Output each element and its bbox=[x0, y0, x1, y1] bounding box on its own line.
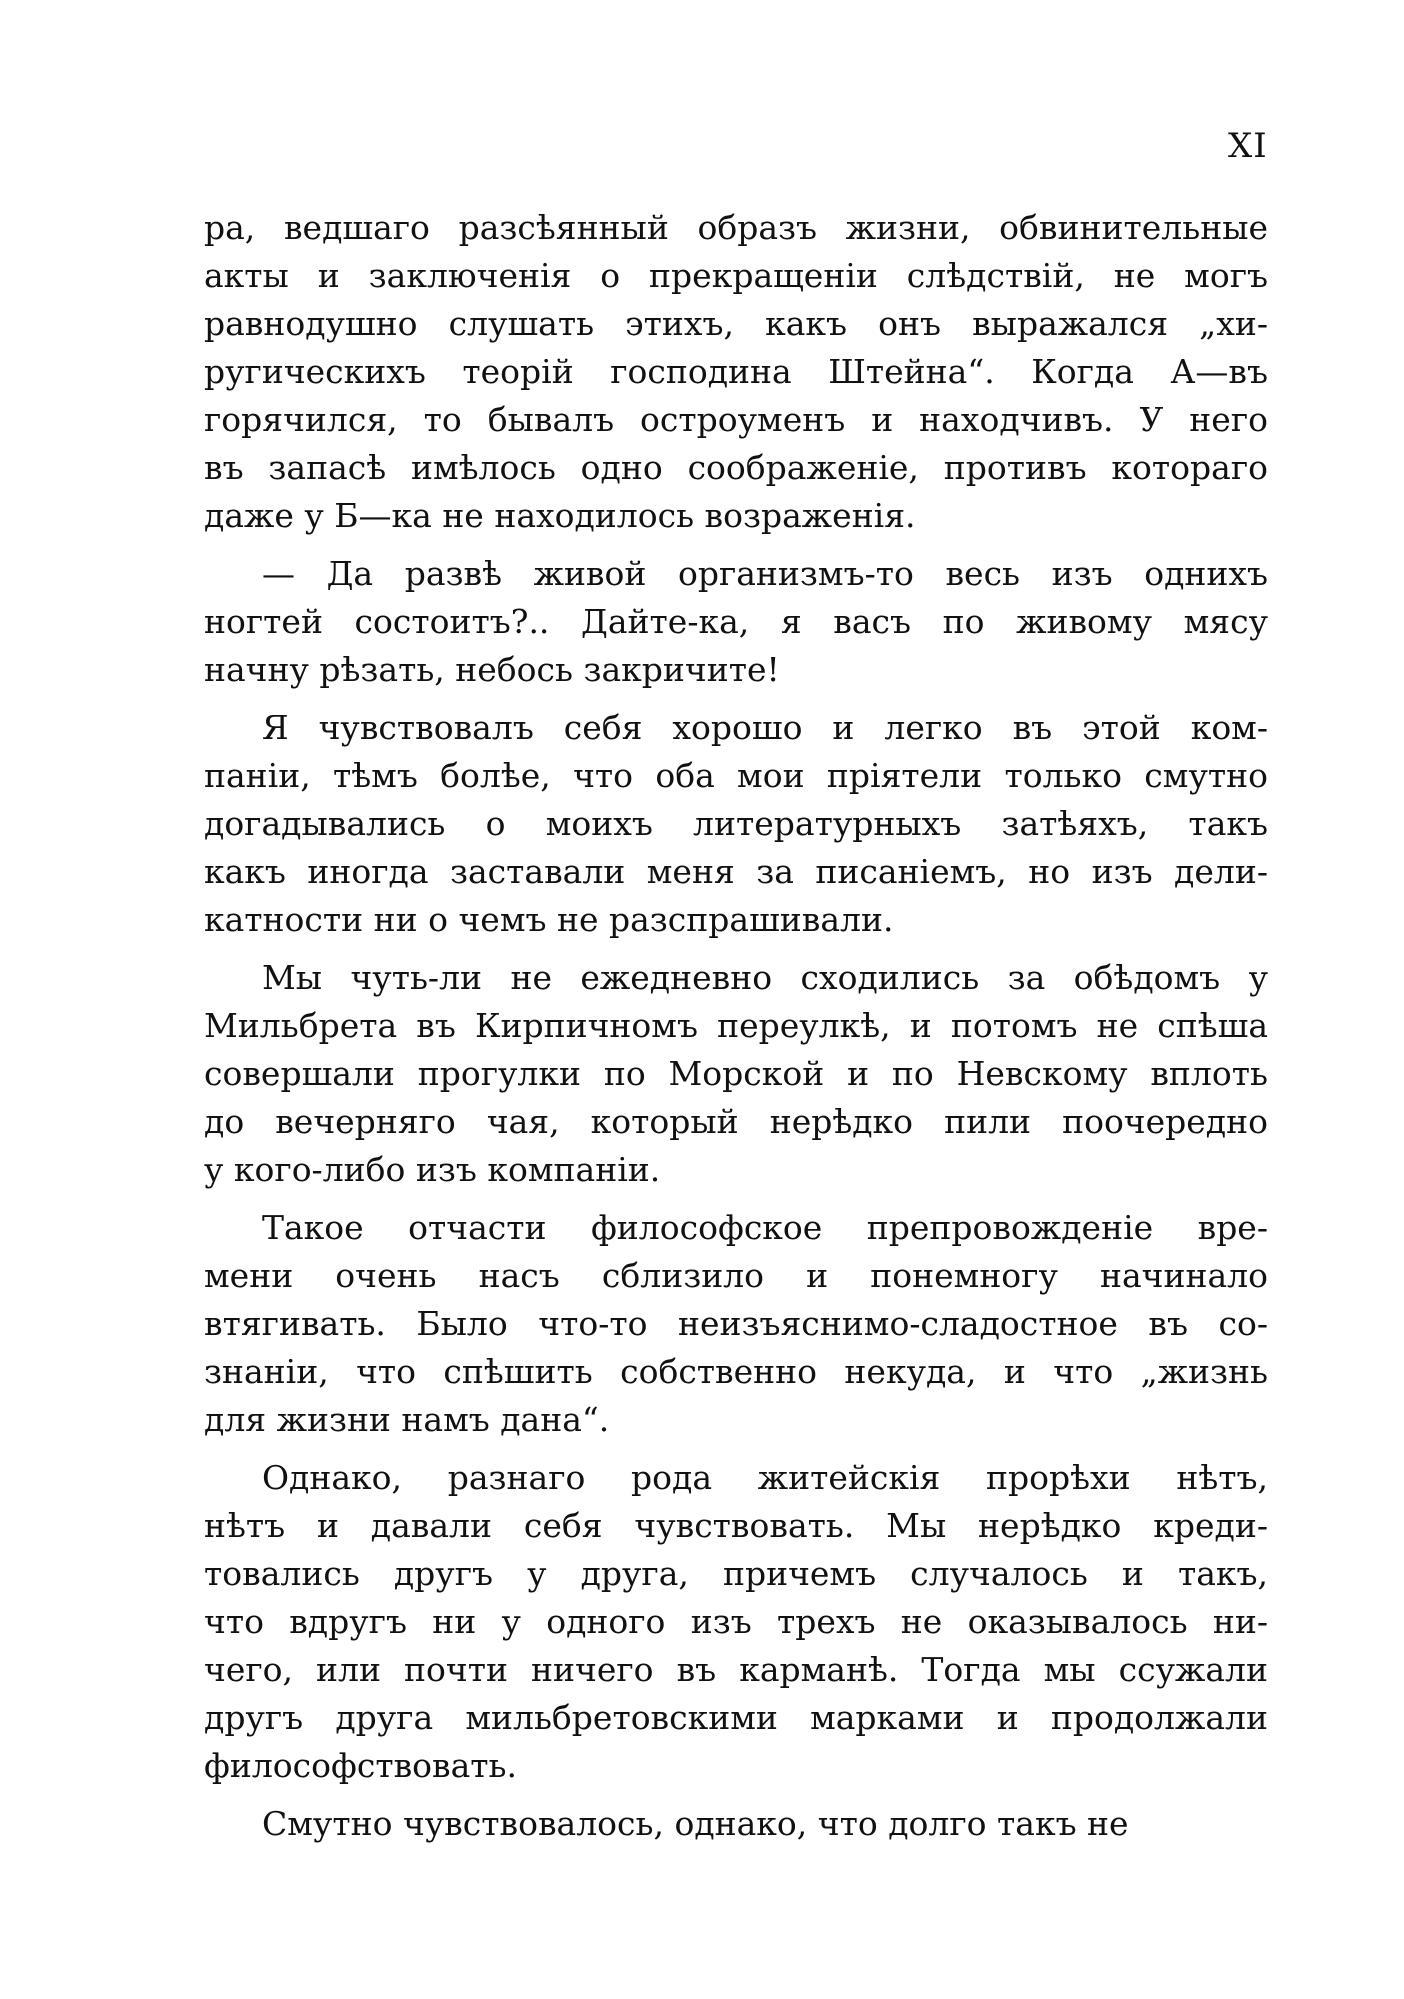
text-line: Мы чуть-ли не ежедневно сходились за обѣдомъ у bbox=[262, 958, 1268, 997]
text-line: что вдругъ ни у одного изъ трехъ не оказывалось ни- bbox=[204, 1602, 1268, 1641]
text-line: — Да развѣ живой организмъ-то весь изъ однихъ bbox=[262, 554, 1268, 593]
text-line: совершали прогулки по Морской и по Невскому вплоть bbox=[204, 1054, 1268, 1093]
text-line: Однако, разнаго рода житейскія прорѣхи нѣтъ, bbox=[262, 1458, 1268, 1497]
text-line: ра, ведшаго разсѣянный образъ жизни, обвинительные bbox=[204, 208, 1268, 247]
text-line: даже у Б—ка не находилось возраженія. bbox=[204, 496, 916, 535]
text-line: ругическихъ теорій господина Штейна“. Когда А—въ bbox=[204, 352, 1268, 391]
paragraph bbox=[204, 1800, 1268, 1848]
text-line: Смутно чувствовалось, однако, что долго такъ не bbox=[262, 1804, 1129, 1843]
text-line: догадывались о моихъ литературныхъ затѣяхъ, такъ bbox=[204, 804, 1268, 843]
text-line: нѣтъ и давали себя чувствовать. Мы нерѣдко креди- bbox=[204, 1506, 1268, 1545]
body-text bbox=[204, 204, 1268, 1848]
text-line: для жизни намъ дана“. bbox=[204, 1400, 610, 1439]
text-line: другъ друга мильбретовскими марками и продолжали bbox=[204, 1698, 1268, 1737]
text-line: до вечерняго чая, который нерѣдко пили поочередно bbox=[204, 1102, 1268, 1141]
text-line: втягивать. Было что-то неизъяснимо-сладостное въ со- bbox=[204, 1304, 1268, 1343]
text-line: паніи, тѣмъ болѣе, что оба мои пріятели только смутно bbox=[204, 756, 1268, 795]
paragraph-gap bbox=[204, 1444, 1268, 1454]
paragraph-gap bbox=[204, 1194, 1268, 1204]
text-line: мени очень насъ сблизило и понемногу начинало bbox=[204, 1256, 1268, 1295]
paragraph-gap bbox=[204, 694, 1268, 704]
page-number: XI bbox=[1228, 126, 1268, 166]
text-line: ногтей состоитъ?.. Дайте-ка, я васъ по живому мясу bbox=[204, 602, 1268, 641]
paragraph bbox=[204, 550, 1268, 694]
text-line: въ запасѣ имѣлось одно соображеніе, противъ котораго bbox=[204, 448, 1268, 487]
paragraph-gap bbox=[204, 540, 1268, 550]
text-line: у кого-либо изъ компаніи. bbox=[204, 1150, 661, 1189]
text-line: начну рѣзать, небось закричите! bbox=[204, 650, 780, 689]
paragraph bbox=[204, 954, 1268, 1194]
paragraph-gap bbox=[204, 944, 1268, 954]
paragraph bbox=[204, 204, 1268, 540]
paragraph bbox=[204, 704, 1268, 944]
text-line: товались другъ у друга, причемъ случалось и такъ, bbox=[204, 1554, 1268, 1593]
paragraph bbox=[204, 1204, 1268, 1444]
text-line: чего, или почти ничего въ карманѣ. Тогда мы ссужали bbox=[204, 1650, 1268, 1689]
text-line: философствовать. bbox=[204, 1746, 517, 1785]
paragraph bbox=[204, 1454, 1268, 1790]
text-line: акты и заключенія о прекращеніи слѣдствій, не могъ bbox=[204, 256, 1268, 295]
text-line: горячился, то бывалъ остроуменъ и находчивъ. У него bbox=[204, 400, 1268, 439]
text-line: Мильбрета въ Кирпичномъ переулкѣ, и потомъ не спѣша bbox=[204, 1006, 1268, 1045]
text-line: равнодушно слушать этихъ, какъ онъ выражался „хи- bbox=[204, 304, 1268, 343]
paragraph-gap bbox=[204, 1790, 1268, 1800]
text-line: какъ иногда заставали меня за писаніемъ, но изъ дели- bbox=[204, 852, 1268, 891]
text-line: катности ни о чемъ не разспрашивали. bbox=[204, 900, 894, 939]
text-line: знаніи, что спѣшить собственно некуда, и что „жизнь bbox=[204, 1352, 1268, 1391]
text-line: Я чувствовалъ себя хорошо и легко въ этой ком- bbox=[262, 708, 1268, 747]
text-line: Такое отчасти философское препровожденіе вре- bbox=[262, 1208, 1268, 1247]
